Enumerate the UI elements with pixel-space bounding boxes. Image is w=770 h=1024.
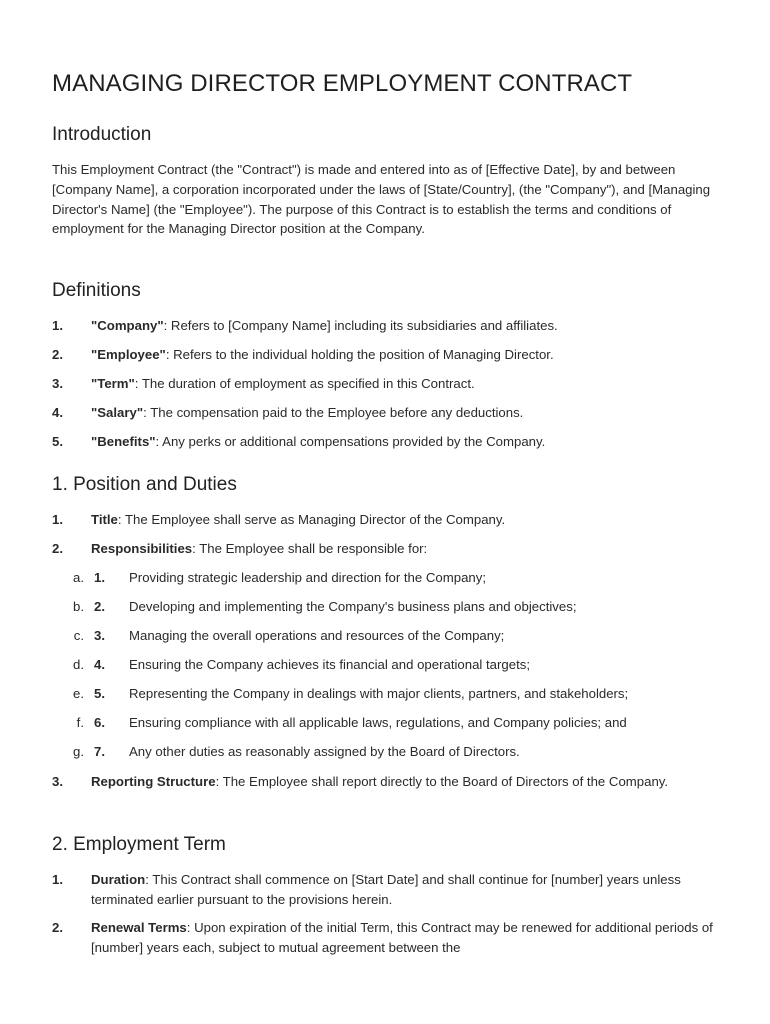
list-number: 4. <box>52 405 63 420</box>
sub-letter: b. <box>73 599 84 614</box>
clause-text: : This Contract shall commence on [Start Date] and shall continue for [number] years unless terminated earlier pursuant to the provisions herein. <box>91 872 681 907</box>
clause-text: : Upon expiration of the initial Term, this Contract may be renewed for additional periods of [number] years each, subject to mutual agreement between the <box>91 920 713 955</box>
definition-text: : Refers to the individual holding the position of Managing Director. <box>165 347 554 362</box>
clause-term: Renewal Terms <box>91 920 187 935</box>
sub-number: 3. <box>94 628 105 643</box>
definition-text: : Any perks or additional compensations provided by the Company. <box>155 434 546 449</box>
sub-text: Ensuring compliance with all applicable laws, regulations, and Company policies; and <box>129 715 627 730</box>
definitions-heading: Definitions <box>52 280 141 301</box>
sub-text: Representing the Company in dealings with major clients, partners, and stakeholders; <box>129 686 629 701</box>
sub-letter: e. <box>73 686 84 701</box>
list-number: 2. <box>52 541 63 556</box>
sub-text: Any other duties as reasonably assigned by the Board of Directors. <box>129 744 520 759</box>
definition-term: "Benefits" <box>91 434 156 449</box>
sub-letter: d. <box>73 657 84 672</box>
clause-text: : The Employee shall be responsible for: <box>192 541 428 556</box>
introduction-heading: Introduction <box>52 124 152 145</box>
sub-number: 7. <box>94 744 105 759</box>
definition-term: "Employee" <box>91 347 166 362</box>
sub-letter: a. <box>73 570 84 585</box>
sub-text: Managing the overall operations and resources of the Company; <box>129 628 505 643</box>
clause-text: : The Employee shall serve as Managing Director of the Company. <box>117 512 506 527</box>
sub-number: 5. <box>94 686 105 701</box>
clause-term: Responsibilities <box>91 541 193 556</box>
sub-letter: c. <box>73 628 84 643</box>
list-number: 2. <box>52 920 63 935</box>
definition-term: "Term" <box>91 376 135 391</box>
definition-text: : The duration of employment as specified in this Contract. <box>134 376 475 391</box>
sub-text: Ensuring the Company achieves its financial and operational targets; <box>129 657 530 672</box>
introduction-paragraph: This Employment Contract (the "Contract") is made and entered into as of [Effective Date], by and between [Company Name], a corporation incorporated under the laws of [State/Country], (the "Company"), and [Managing Director's Name] (the "Employee"). The purpose of this Contract is to establish the terms and conditions of employment for the Managing Director position at the Company. <box>52 162 711 237</box>
definition-term: "Company" <box>91 318 164 333</box>
definition-text: : The compensation paid to the Employee before any deductions. <box>143 405 524 420</box>
sub-text: Providing strategic leadership and direction for the Company; <box>129 570 486 585</box>
sub-number: 1. <box>94 570 105 585</box>
list-number: 3. <box>52 774 63 789</box>
clause-term: Reporting Structure <box>91 774 216 789</box>
sub-number: 6. <box>94 715 105 730</box>
list-number: 5. <box>52 434 63 449</box>
list-number: 2. <box>52 347 63 362</box>
list-number: 1. <box>52 872 63 887</box>
clause-term: Title <box>91 512 118 527</box>
sub-letter: f. <box>76 715 84 730</box>
list-number: 1. <box>52 512 63 527</box>
document-title: MANAGING DIRECTOR EMPLOYMENT CONTRACT <box>52 70 633 97</box>
position-duties-heading: 1. Position and Duties <box>52 474 237 495</box>
sub-number: 2. <box>94 599 105 614</box>
definition-text: : Refers to [Company Name] including its subsidiaries and affiliates. <box>163 318 558 333</box>
employment-term-heading: 2. Employment Term <box>52 834 226 855</box>
definition-term: "Salary" <box>91 405 144 420</box>
clause-term: Duration <box>91 872 146 887</box>
list-number: 1. <box>52 318 63 333</box>
clause-text: : The Employee shall report directly to the Board of Directors of the Company. <box>215 774 669 789</box>
sub-letter: g. <box>73 744 84 759</box>
list-number: 3. <box>52 376 63 391</box>
sub-text: Developing and implementing the Company's business plans and objectives; <box>129 599 577 614</box>
sub-number: 4. <box>94 657 105 672</box>
